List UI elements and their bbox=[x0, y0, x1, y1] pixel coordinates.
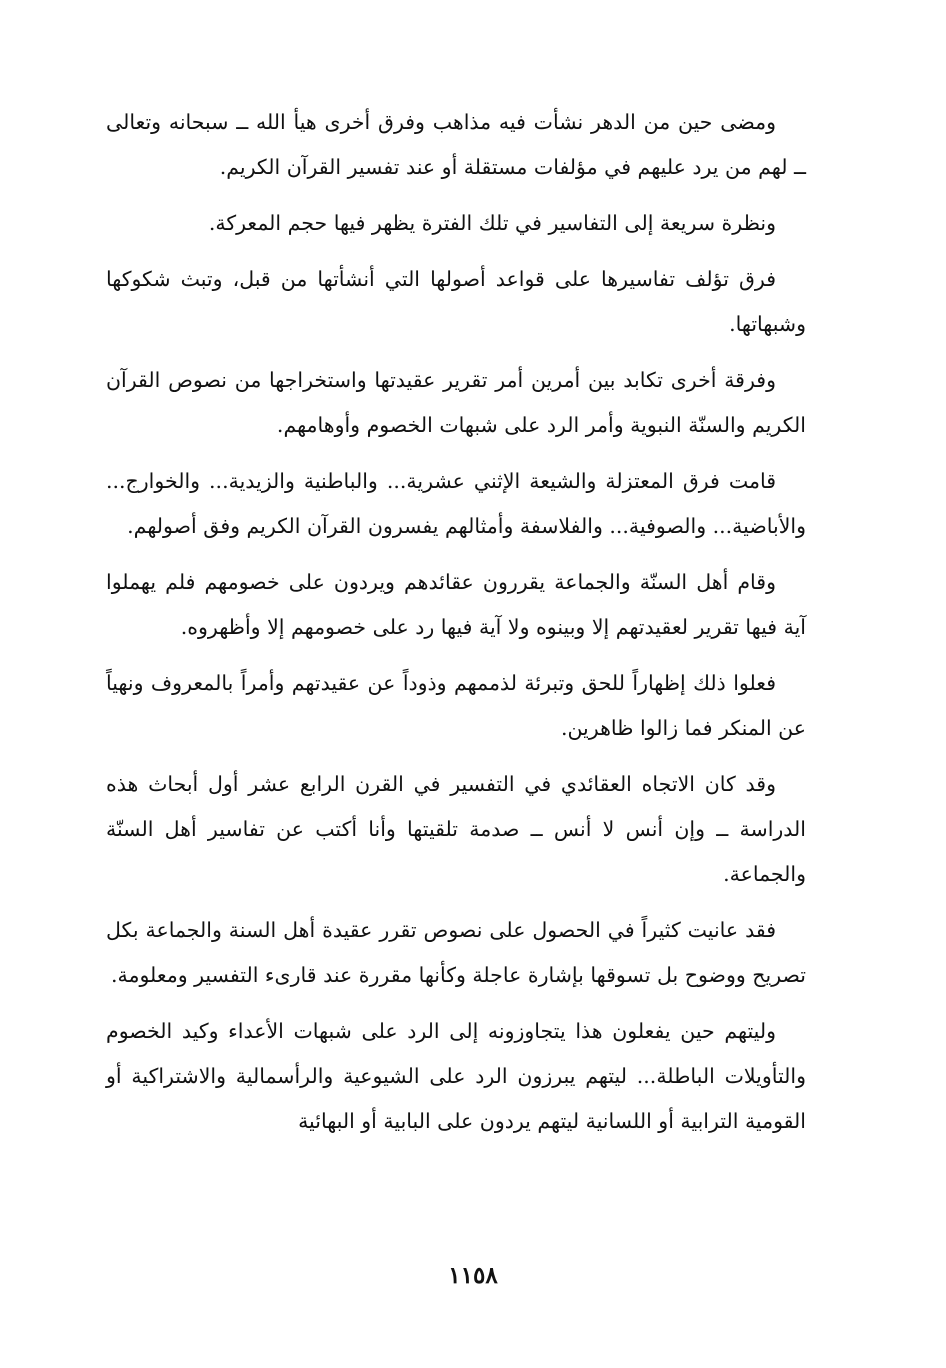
paragraph-8: وقد كان الاتجاه العقائدي في التفسير في القرن الرابع عشر أول أبحاث هذه الدراسة ــ وإن أنس لا أنس ــ صدمة تلقيتها وأنا أكتب عن تفاسير أهل السنّة والجماعة. bbox=[106, 772, 806, 886]
paragraph-1: ومضى حين من الدهر نشأت فيه مذاهب وفرق أخرى هيأ الله ــ سبحانه وتعالى ــ لهم من يرد عليهم في مؤلفات مستقلة أو عند تفسير القرآن الكريم. bbox=[106, 110, 806, 179]
page-number: ١١٥٨ bbox=[448, 1262, 498, 1289]
paragraph-4: وفرقة أخرى تكابد بين أمرين أمر تقرير عقيدتها واستخراجها من نصوص القرآن الكريم والسنّة النبوية وأمر الرد على شبهات الخصوم وأوهامهم. bbox=[106, 368, 806, 437]
paragraph-3: فرق تؤلف تفاسيرها على قواعد أصولها التي أنشأتها من قبل، وتبث شكوكها وشبهاتها. bbox=[106, 267, 806, 336]
body-text bbox=[106, 100, 806, 1155]
paragraph-10: وليتهم حين يفعلون هذا يتجاوزونه إلى الرد على شبهات الأعداء وكيد الخصوم والتأويلات الباطلة... ليتهم يبرزون الرد على الشيوعية والرأسمالية والاشتراكية أو القومية الترابية أو اللسانية ليتهم يردون على البابية أو البهائية bbox=[106, 1019, 806, 1133]
paragraph-7: فعلوا ذلك إظهاراً للحق وتبرئة لذممهم وذوداً عن عقيدتهم وأمراً بالمعروف ونهياً عن المنكر فما زالوا ظاهرين. bbox=[106, 671, 806, 740]
paragraph-9: فقد عانيت كثيراً في الحصول على نصوص تقرر عقيدة أهل السنة والجماعة بكل تصريح ووضوح بل تسوقها بإشارة عاجلة وكأنها مقررة عند قارىء التفسير ومعلومة. bbox=[106, 918, 806, 987]
paragraph-5: قامت فرق المعتزلة والشيعة الإثني عشرية... والباطنية والزيدية... والخوارج... والأباضية... والصوفية... والفلاسفة وأمثالهم يفسرون القرآن الكريم وفق أصولهم. bbox=[106, 469, 806, 538]
paragraph-6: وقام أهل السنّة والجماعة يقررون عقائدهم ويردون على خصومهم فلم يهملوا آية فيها تقرير لعقيدتهم إلا وبينوه ولا آية فيها رد على خصومهم إلا وأظهروه. bbox=[106, 570, 806, 639]
paragraph-2: ونظرة سريعة إلى التفاسير في تلك الفترة يظهر فيها حجم المعركة. bbox=[208, 211, 776, 235]
